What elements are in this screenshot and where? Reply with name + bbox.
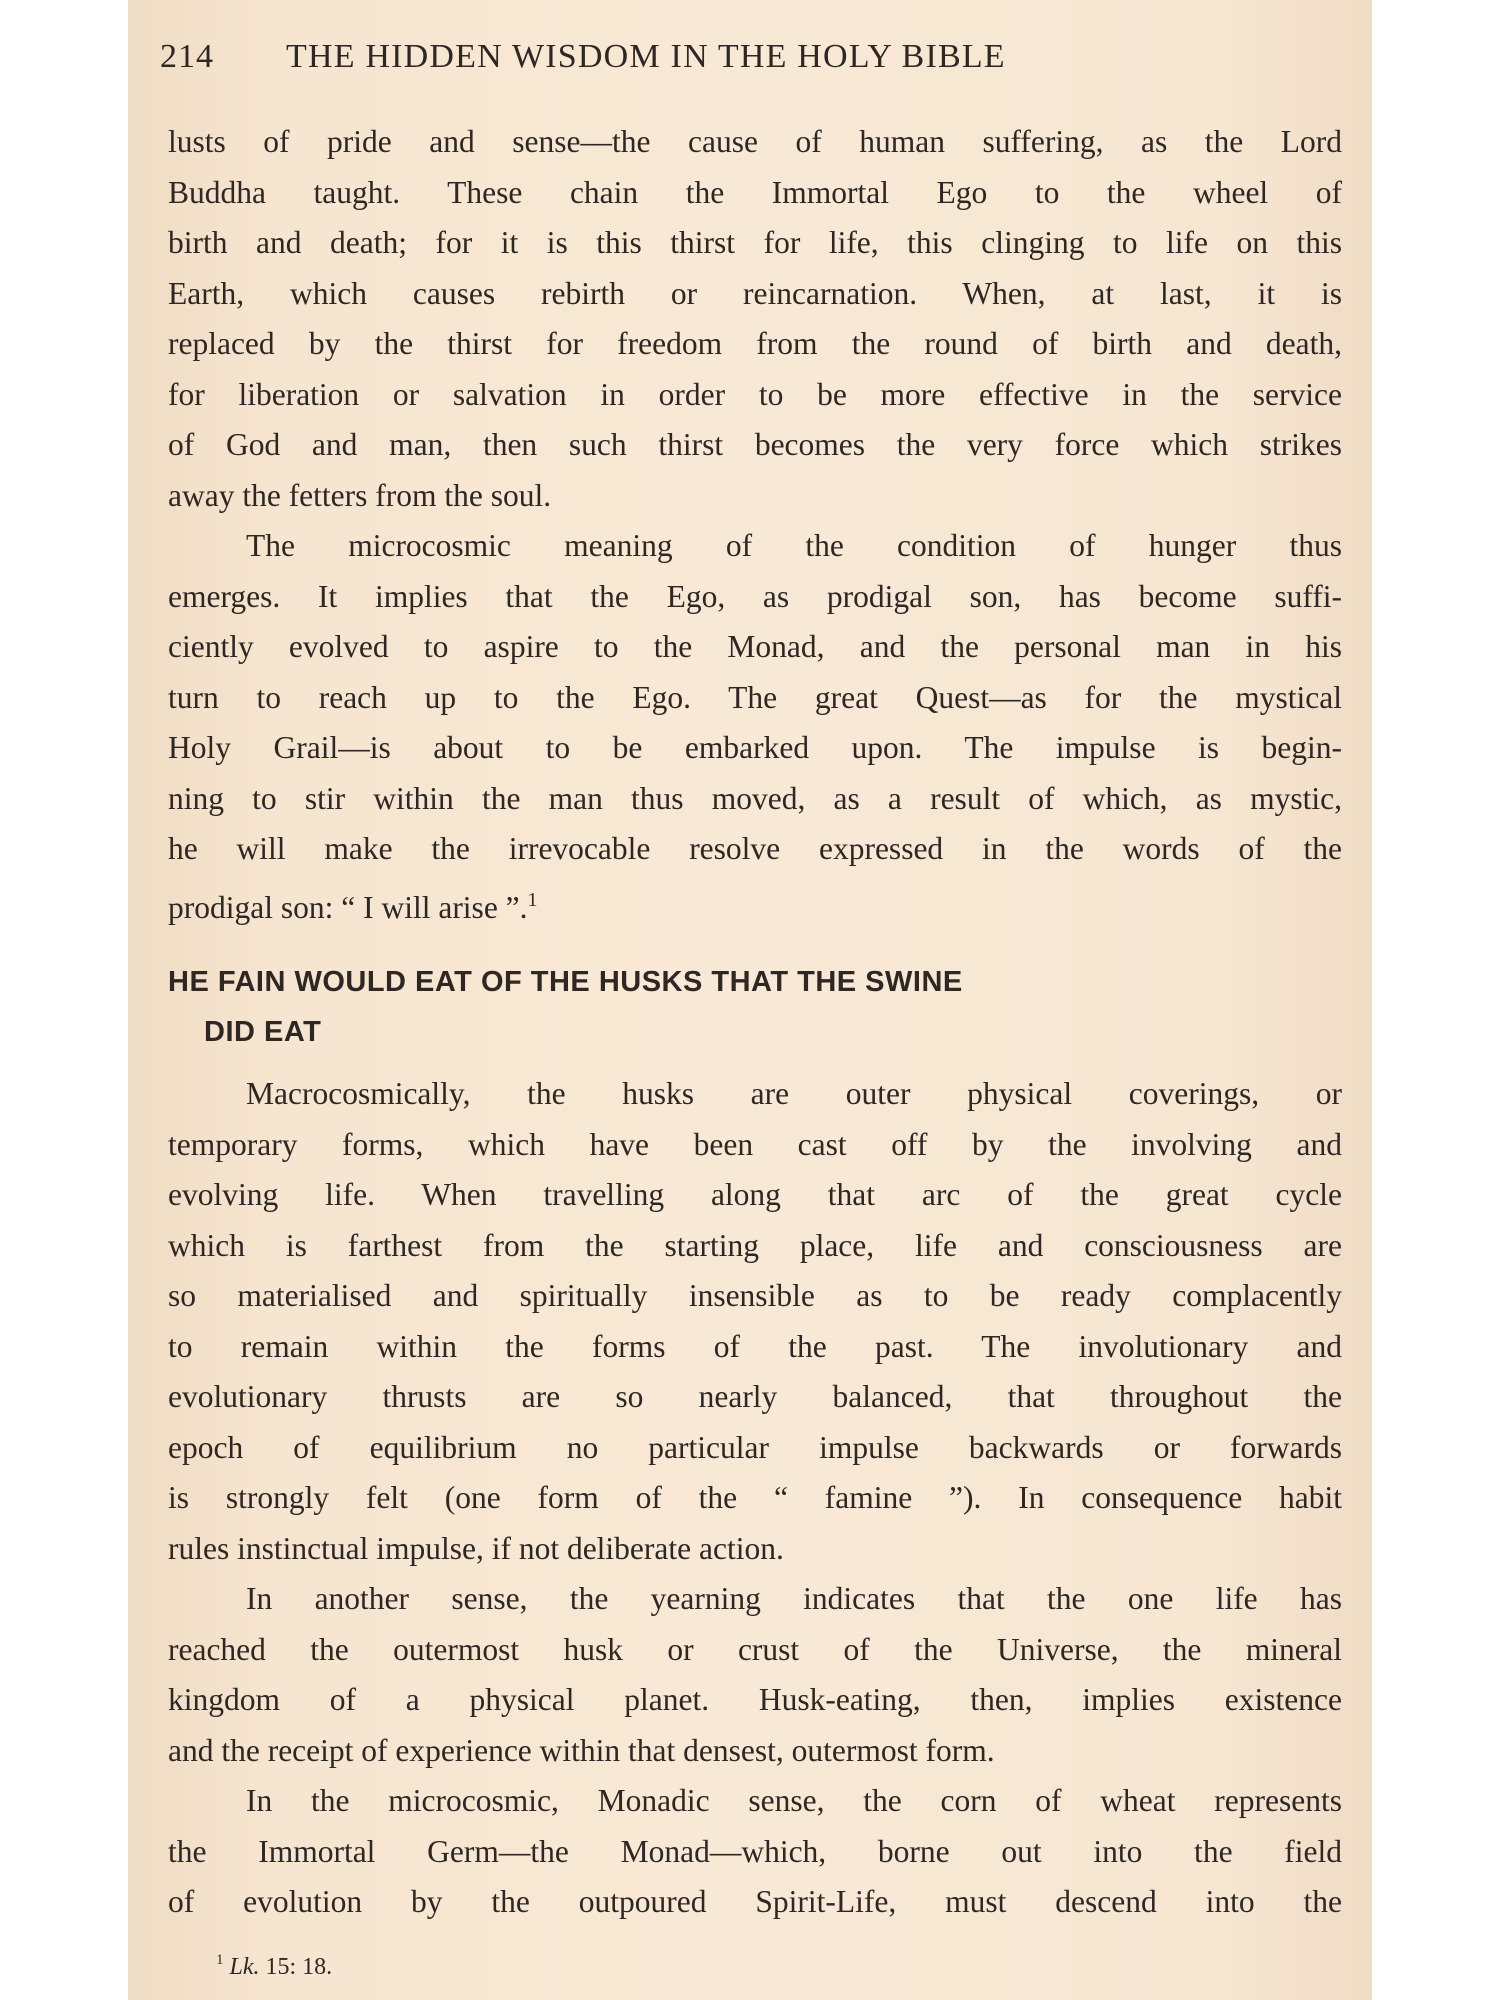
text-line: lusts of pride and sense—the cause of human suffering, as the Lord [168, 124, 1342, 159]
text-line: the Immortal Germ—the Monad—which, borne out into the field [168, 1833, 1342, 1869]
text-line: he will make the irrevocable resolve expressed in the words of the [168, 831, 1342, 866]
text-line: Macrocosmically, the husks are outer physical coverings, or [246, 1076, 1342, 1111]
running-header [160, 38, 1340, 86]
text-line: reached the outermost husk or crust of the Universe, the mineral [168, 1631, 1342, 1667]
footnote-reference-text: 15: 18. [265, 1954, 333, 1980]
text-line: turn to reach up to the Ego. The great Quest—as for the mystical [168, 679, 1342, 715]
text-line: which is farthest from the starting place, life and consciousness are [168, 1227, 1342, 1263]
text-line-with-footnote [168, 875, 1342, 934]
running-title: THE HIDDEN WISDOM IN THE HOLY BIBLE [286, 38, 1006, 75]
paragraph-5 [168, 1776, 1342, 1928]
text-line: emerges. It implies that the Ego, as prodigal son, has become suffi- [168, 578, 1342, 614]
text-line: to remain within the forms of the past. The involutionary and [168, 1328, 1342, 1364]
text-line: Holy Grail—is about to be embarked upon. The impulse is begin- [168, 730, 1342, 765]
text-line: of evolution by the outpoured Spirit-Life, must descend into the [168, 1884, 1342, 1919]
text-line: In the microcosmic, Monadic sense, the corn of wheat represents [246, 1783, 1342, 1818]
text-line: birth and death; for it is this thirst for life, this clinging to life on this [168, 225, 1342, 260]
footnote-reference: 1 [527, 888, 538, 911]
section-heading-line-1: HE FAIN WOULD EAT OF THE HUSKS THAT THE SWINE [168, 966, 963, 998]
text-line: so materialised and spiritually insensible as to be ready complacently [168, 1278, 1342, 1313]
section-heading [168, 957, 1342, 1057]
text-line: Earth, which causes rebirth or reincarnation. When, at last, it is [168, 275, 1342, 311]
text-line: Buddha taught. These chain the Immortal Ego to the wheel of [168, 174, 1342, 210]
footnote-marker: 1 [216, 1952, 224, 1968]
text-line: of God and man, then such thirst becomes the very force which strikes [168, 427, 1342, 462]
text-line: evolutionary thrusts are so nearly balanced, that throughout the [168, 1379, 1342, 1414]
footnote-book: Lk. [229, 1954, 260, 1980]
text-line: away the fetters from the soul. [168, 477, 552, 513]
text-line: ning to stir within the man thus moved, as a result of which, as mystic, [168, 780, 1342, 816]
section-heading-line-2: DID EAT [204, 1016, 322, 1048]
text-line: and the receipt of experience within that densest, outermost form. [168, 1732, 995, 1768]
text-line: ciently evolved to aspire to the Monad, and the personal man in his [168, 629, 1342, 664]
page-number: 214 [160, 38, 214, 75]
paragraph-1 [168, 117, 1342, 521]
book-page [128, 0, 1372, 2000]
text-line: prodigal son: “ I will arise ”. [168, 889, 528, 925]
paragraph-3 [168, 1069, 1342, 1574]
paragraph-4 [168, 1574, 1342, 1776]
text-line: for liberation or salvation in order to be more effective in the service [168, 376, 1342, 412]
footnote [216, 1952, 332, 1981]
text-line: replaced by the thirst for freedom from the round of birth and death, [168, 326, 1342, 361]
text-line: The microcosmic meaning of the condition of hunger thus [246, 528, 1342, 563]
text-line: evolving life. When travelling along that arc of the great cycle [168, 1177, 1342, 1212]
text-line: epoch of equilibrium no particular impulse backwards or forwards [168, 1429, 1342, 1465]
text-line: is strongly felt (one form of the “ famine ”). In consequence habit [168, 1480, 1342, 1515]
text-line: kingdom of a physical planet. Husk-eating, then, implies existence [168, 1682, 1342, 1717]
text-line: In another sense, the yearning indicates that the one life has [246, 1581, 1342, 1616]
page-body [168, 117, 1342, 1928]
paragraph-2 [168, 521, 1342, 933]
text-line: rules instinctual impulse, if not deliberate action. [168, 1530, 784, 1566]
text-line: temporary forms, which have been cast off by the involving and [168, 1126, 1342, 1162]
